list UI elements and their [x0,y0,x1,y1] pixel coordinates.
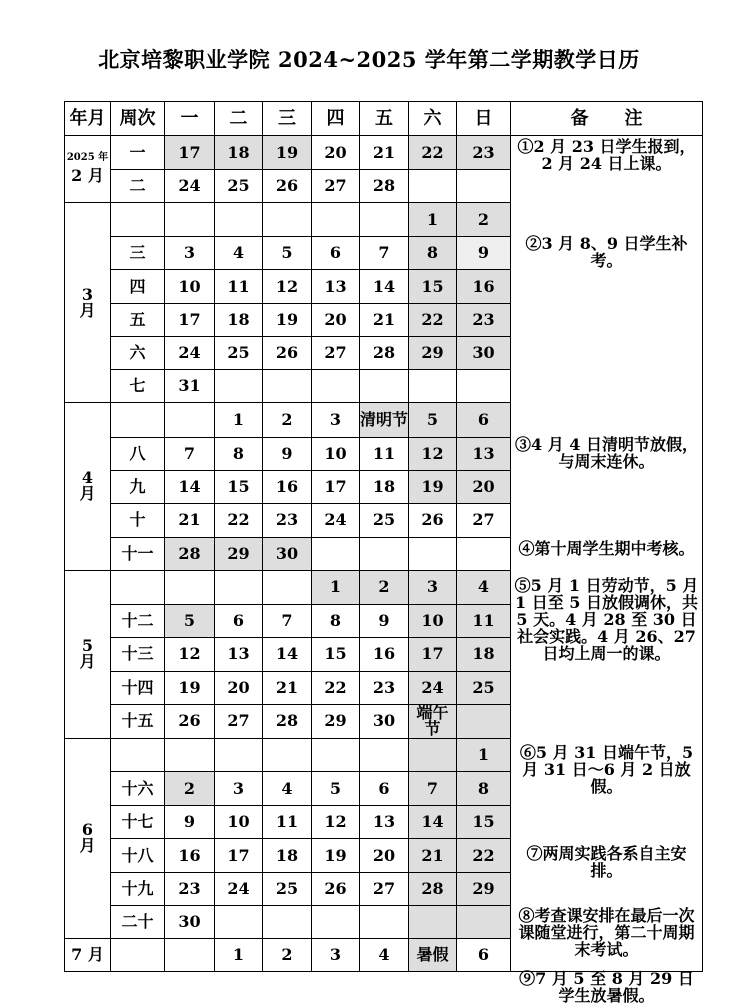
day-cell-thu: 26 [312,873,360,906]
year-label: 2025 年 [66,152,109,163]
day-cell-mon: 7 [165,437,215,470]
day-cell-fri: 23 [360,671,409,704]
day-cell-mon: 26 [165,704,215,738]
day-cell-fri [360,203,409,237]
note-item: ⑤5 月 1 日劳动节，5 月 1 日至 5 日放假调休，共 5 天。4 月 28 至 30 日社会实践。4 月 26、27 日均上周一的课。 [514,576,699,663]
day-cell-tue: 27 [215,704,263,738]
day-cell-wed: 5 [263,237,312,270]
week-number: 十七 [111,806,165,839]
week-number: 四 [111,270,165,304]
day-cell-sat: 5 [409,403,457,437]
day-cell-sat: 28 [409,873,457,906]
day-cell-sat: 暑假 [409,939,457,972]
week-number: 十一 [111,537,165,570]
week-number: 一 [111,136,165,170]
day-cell-mon: 17 [165,136,215,170]
header-row [65,102,703,136]
day-cell-thu: 5 [312,772,360,806]
note-item: ⑥5 月 31 日端午节，5 月 31 日～6 月 2 日放假。 [519,743,694,796]
day-cell-sun: 16 [457,270,511,304]
day-cell-wed: 26 [263,337,312,370]
day-cell-thu: 3 [312,939,360,972]
day-cell-fri [360,738,409,771]
month-april [65,403,111,570]
day-cell-wed [263,203,312,237]
week-number: 三 [111,237,165,270]
month-number: 4 [81,468,94,488]
teaching-calendar-table [64,101,703,1005]
day-cell-sat [409,537,457,570]
week-number: 十四 [111,671,165,704]
day-cell-mon: 28 [165,537,215,570]
day-cell-mon: 12 [165,637,215,671]
week-number: 十三 [111,637,165,671]
header-day-fri: 五 [360,102,409,136]
day-cell-fri: 18 [360,470,409,503]
day-cell-thu [312,203,360,237]
day-cell-sun: 30 [457,337,511,370]
day-cell-sat: 22 [409,304,457,337]
day-cell-wed: 25 [263,873,312,906]
notes-column [511,136,703,1005]
day-cell-tue: 20 [215,671,263,704]
day-cell-wed: 30 [263,537,312,570]
day-cell-tue: 24 [215,873,263,906]
day-cell-sun: 1 [457,738,511,771]
day-cell-thu: 10 [312,437,360,470]
day-cell-fri: 11 [360,437,409,470]
day-cell-sun: 6 [457,403,511,437]
day-cell-sun: 23 [457,304,511,337]
day-cell-fri: 16 [360,637,409,671]
day-cell-sun [457,704,511,738]
day-cell-sun: 4 [457,570,511,604]
day-cell-mon [165,203,215,237]
day-cell-fri: 4 [360,939,409,972]
month-number: 3 [81,284,94,304]
day-cell-wed [263,738,312,771]
day-cell-sat: 8 [409,237,457,270]
header-notes: 备 注 [511,102,703,136]
day-cell-mon: 21 [165,503,215,537]
day-cell-tue: 17 [215,839,263,873]
day-cell-thu: 1 [312,570,360,604]
month-number: 5 [81,636,94,656]
month-char: 月 [79,484,96,504]
week-number [111,939,165,972]
day-cell-mon [165,939,215,972]
day-cell-thu [312,537,360,570]
day-cell-wed: 7 [263,604,312,637]
week-number: 十五 [111,704,165,738]
day-cell-fri: 7 [360,237,409,270]
day-cell-tue: 29 [215,537,263,570]
day-cell-sun: 6 [457,939,511,972]
month-february [65,136,111,203]
day-cell-thu: 24 [312,503,360,537]
week-number: 二十 [111,906,165,939]
day-cell-mon: 3 [165,237,215,270]
note-item: ②3 月 8、9 日学生补考。 [525,234,688,270]
day-cell-wed: 2 [263,939,312,972]
header-day-thu: 四 [312,102,360,136]
day-cell-sun: 9 [457,237,511,270]
day-cell-sat [409,370,457,403]
note-item: ⑦两周实践各系自主安排。 [526,844,687,880]
day-cell-thu [312,738,360,771]
day-cell-wed: 4 [263,772,312,806]
day-cell-fri: 27 [360,873,409,906]
day-cell-sat [409,906,457,939]
day-cell-sat: 14 [409,806,457,839]
day-cell-sat: 1 [409,203,457,237]
day-cell-sun [457,906,511,939]
day-cell-wed: 18 [263,839,312,873]
day-cell-sun: 2 [457,203,511,237]
week-number: 十 [111,503,165,537]
day-cell-thu: 29 [312,704,360,738]
day-cell-tue: 10 [215,806,263,839]
day-cell-sat: 24 [409,671,457,704]
day-cell-thu: 17 [312,470,360,503]
day-cell-fri: 28 [360,170,409,203]
day-cell-tue: 13 [215,637,263,671]
day-cell-tue [215,738,263,771]
day-cell-sun: 25 [457,671,511,704]
day-cell-tue: 22 [215,503,263,537]
day-cell-wed [263,906,312,939]
day-cell-fri: 14 [360,270,409,304]
day-cell-wed: 19 [263,304,312,337]
header-day-mon: 一 [165,102,215,136]
header-day-wed: 三 [263,102,312,136]
day-cell-tue [215,370,263,403]
day-cell-sat: 3 [409,570,457,604]
day-cell-thu [312,906,360,939]
week-number: 十九 [111,873,165,906]
day-cell-tue: 18 [215,304,263,337]
day-cell-sat: 26 [409,503,457,537]
day-cell-thu: 8 [312,604,360,637]
day-cell-wed: 26 [263,170,312,203]
day-cell-mon [165,570,215,604]
day-cell-mon: 10 [165,270,215,304]
day-cell-sat [409,170,457,203]
day-cell-wed: 28 [263,704,312,738]
month-char: 月 [79,652,96,672]
day-cell-sun: 11 [457,604,511,637]
day-cell-thu: 19 [312,839,360,873]
day-cell-sat: 22 [409,136,457,170]
day-cell-wed: 21 [263,671,312,704]
day-cell-tue [215,203,263,237]
note-item: ④第十周学生期中考核。 [518,539,695,558]
day-cell-sun [457,370,511,403]
week-number: 十八 [111,839,165,873]
day-cell-mon: 5 [165,604,215,637]
day-cell-fri: 30 [360,704,409,738]
day-cell-fri [360,906,409,939]
day-cell-fri [360,370,409,403]
day-cell-sat: 10 [409,604,457,637]
week-number: 九 [111,470,165,503]
day-cell-thu [312,370,360,403]
day-cell-fri: 25 [360,503,409,537]
day-cell-sun: 8 [457,772,511,806]
day-cell-sun: 18 [457,637,511,671]
page-title: 北京培黎职业学院 2024~2025 学年第二学期教学日历 [98,47,640,72]
day-cell-wed: 2 [263,403,312,437]
day-cell-wed [263,370,312,403]
day-cell-mon: 16 [165,839,215,873]
day-cell-sat: 12 [409,437,457,470]
day-cell-sat: 15 [409,270,457,304]
day-cell-tue: 11 [215,270,263,304]
day-cell-fri [360,537,409,570]
day-cell-thu: 20 [312,136,360,170]
day-cell-thu: 15 [312,637,360,671]
day-cell-sun: 15 [457,806,511,839]
day-cell-tue [215,906,263,939]
month-label: 2 月 [71,166,104,185]
day-cell-fri: 13 [360,806,409,839]
week-number [111,403,165,437]
day-cell-mon: 19 [165,671,215,704]
week-number [111,203,165,237]
day-cell-tue: 25 [215,337,263,370]
month-march [65,203,111,403]
day-cell-wed: 16 [263,470,312,503]
day-cell-wed [263,570,312,604]
day-cell-thu: 20 [312,304,360,337]
day-cell-thu: 6 [312,237,360,270]
day-cell-thu: 27 [312,337,360,370]
day-cell-tue: 1 [215,403,263,437]
day-cell-sat: 17 [409,637,457,671]
day-cell-sun: 13 [457,437,511,470]
day-cell-sun: 29 [457,873,511,906]
week-number [111,570,165,604]
day-cell-sun [457,170,511,203]
header-week: 周次 [111,102,165,136]
day-cell-mon: 2 [165,772,215,806]
day-cell-fri: 20 [360,839,409,873]
day-cell-wed: 14 [263,637,312,671]
day-cell-mon: 14 [165,470,215,503]
day-cell-mon [165,738,215,771]
week-number: 二 [111,170,165,203]
day-cell-thu: 13 [312,270,360,304]
day-cell-thu: 12 [312,806,360,839]
day-cell-mon: 24 [165,337,215,370]
day-cell-sat: 21 [409,839,457,873]
day-cell-fri: 9 [360,604,409,637]
day-cell-mon: 9 [165,806,215,839]
day-cell-sun [457,537,511,570]
day-cell-tue: 6 [215,604,263,637]
month-may [65,570,111,738]
day-cell-tue: 25 [215,170,263,203]
week-number: 六 [111,337,165,370]
day-cell-sat [409,738,457,771]
day-cell-wed: 19 [263,136,312,170]
week-number: 五 [111,304,165,337]
day-cell-fri: 21 [360,136,409,170]
day-cell-mon: 30 [165,906,215,939]
day-cell-sun: 20 [457,470,511,503]
day-cell-fri: 2 [360,570,409,604]
header-day-sun: 日 [457,102,511,136]
day-cell-wed: 12 [263,270,312,304]
day-cell-mon: 17 [165,304,215,337]
note-item: ③4 月 4 日清明节放假，与周末连休。 [515,435,698,471]
day-cell-fri: 清明节 [360,403,409,437]
day-cell-thu: 22 [312,671,360,704]
day-cell-wed: 11 [263,806,312,839]
day-cell-thu: 27 [312,170,360,203]
week-number: 七 [111,370,165,403]
day-cell-tue: 1 [215,939,263,972]
day-cell-tue: 8 [215,437,263,470]
day-cell-sat: 7 [409,772,457,806]
day-cell-mon: 23 [165,873,215,906]
note-item: ①2 月 23 日学生报到，2 月 24 日上课。 [517,137,696,173]
header-month: 年月 [65,102,111,136]
month-char: 月 [79,836,96,856]
day-cell-fri: 21 [360,304,409,337]
day-cell-tue: 15 [215,470,263,503]
week-number: 八 [111,437,165,470]
day-cell-fri: 6 [360,772,409,806]
week-row [65,136,703,170]
month-june [65,738,111,938]
day-cell-sat: 端午节 [409,704,457,738]
day-cell-tue: 4 [215,237,263,270]
month-july: 7 月 [65,939,111,972]
note-item: ⑧考查课安排在最后一次课随堂进行，第二十周期末考试。 [518,906,695,959]
day-cell-mon [165,403,215,437]
week-number: 十六 [111,772,165,806]
day-cell-sun: 27 [457,503,511,537]
note-item: ⑨7 月 5 至 8 月 29 日学生放暑假。 [519,969,694,1005]
day-cell-sun: 23 [457,136,511,170]
day-cell-tue [215,570,263,604]
day-cell-mon: 24 [165,170,215,203]
week-number: 十二 [111,604,165,637]
day-cell-wed: 9 [263,437,312,470]
header-day-sat: 六 [409,102,457,136]
day-cell-thu: 3 [312,403,360,437]
day-cell-fri: 28 [360,337,409,370]
week-number [111,738,165,771]
day-cell-sat: 29 [409,337,457,370]
day-cell-wed: 23 [263,503,312,537]
day-cell-mon: 31 [165,370,215,403]
day-cell-tue: 18 [215,136,263,170]
header-day-tue: 二 [215,102,263,136]
month-number: 6 [81,820,94,840]
day-cell-tue: 3 [215,772,263,806]
month-char: 月 [79,300,96,320]
day-cell-sat: 19 [409,470,457,503]
day-cell-sun: 22 [457,839,511,873]
